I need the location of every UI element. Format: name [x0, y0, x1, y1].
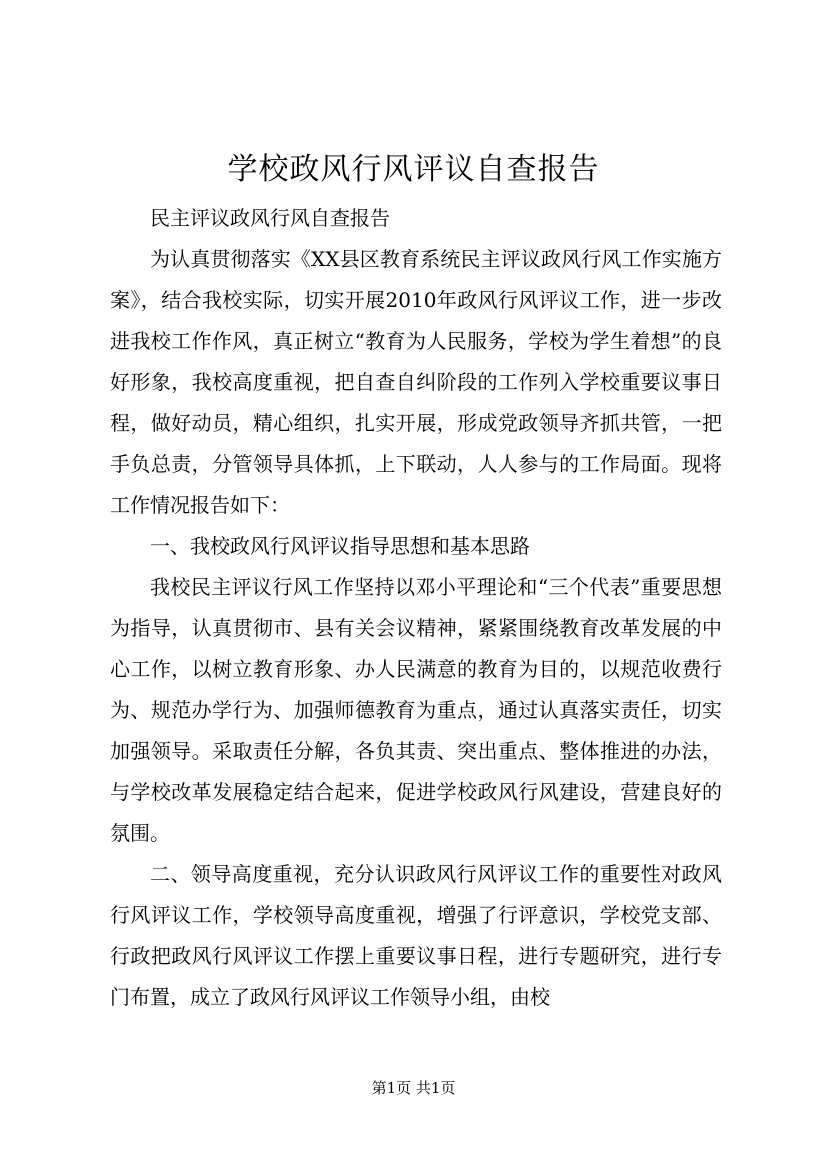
paragraph-intro: 为认真贯彻落实《XX县区教育系统民主评议政风行风工作实施方案》，结合我校实际，切实开展2010年政风行风评议工作，进一步改进我校工作作风，真正树立“教育为人民服务，学校为学生着想”的良好形象，我校高度重视，把自查自纠阶段的工作列入学校重要议事日程，做好动员，精心组织，扎实开展，形成党政领导齐抓共管，一把手负总责，分管领导具体抓，上下联动，人人参与的工作局面。现将工作情况报告如下：	[110, 247, 722, 517]
paragraph-heading-1: 一、我校政风行风评议指导思想和基本思路	[150, 534, 530, 558]
paragraph-section-2: 二、领导高度重视，充分认识政风行风评议工作的重要性对政风行风评议工作，学校领导高度重视，增强了行评意识，学校党支部、行政把政风行风评议工作摆上重要议事日程，进行专题研究，进行专门布置，成立了政风行风评议工作领导小组，由校	[110, 862, 722, 1009]
page-footer: 第1页 共1页	[371, 1079, 456, 1097]
document-body	[110, 198, 722, 1018]
document-title: 学校政风行风评议自查报告	[227, 152, 600, 187]
paragraph-section-1: 我校民主评议行风工作坚持以邓小平理论和“三个代表”重要思想为指导，认真贯彻市、县有关会议精神，紧紧围绕教育改革发展的中心工作，以树立教育形象、办人民满意的教育为目的，以规范收费行为、规范办学行为、加强师德教育为重点，通过认真落实责任，切实加强领导。采取责任分解，各负其责、突出重点、整体推进的办法，与学校改革发展稳定结合起来，促进学校政风行风建设，营建良好的氛围。	[110, 575, 722, 845]
paragraph-subtitle: 民主评议政风行风自查报告	[150, 206, 390, 230]
